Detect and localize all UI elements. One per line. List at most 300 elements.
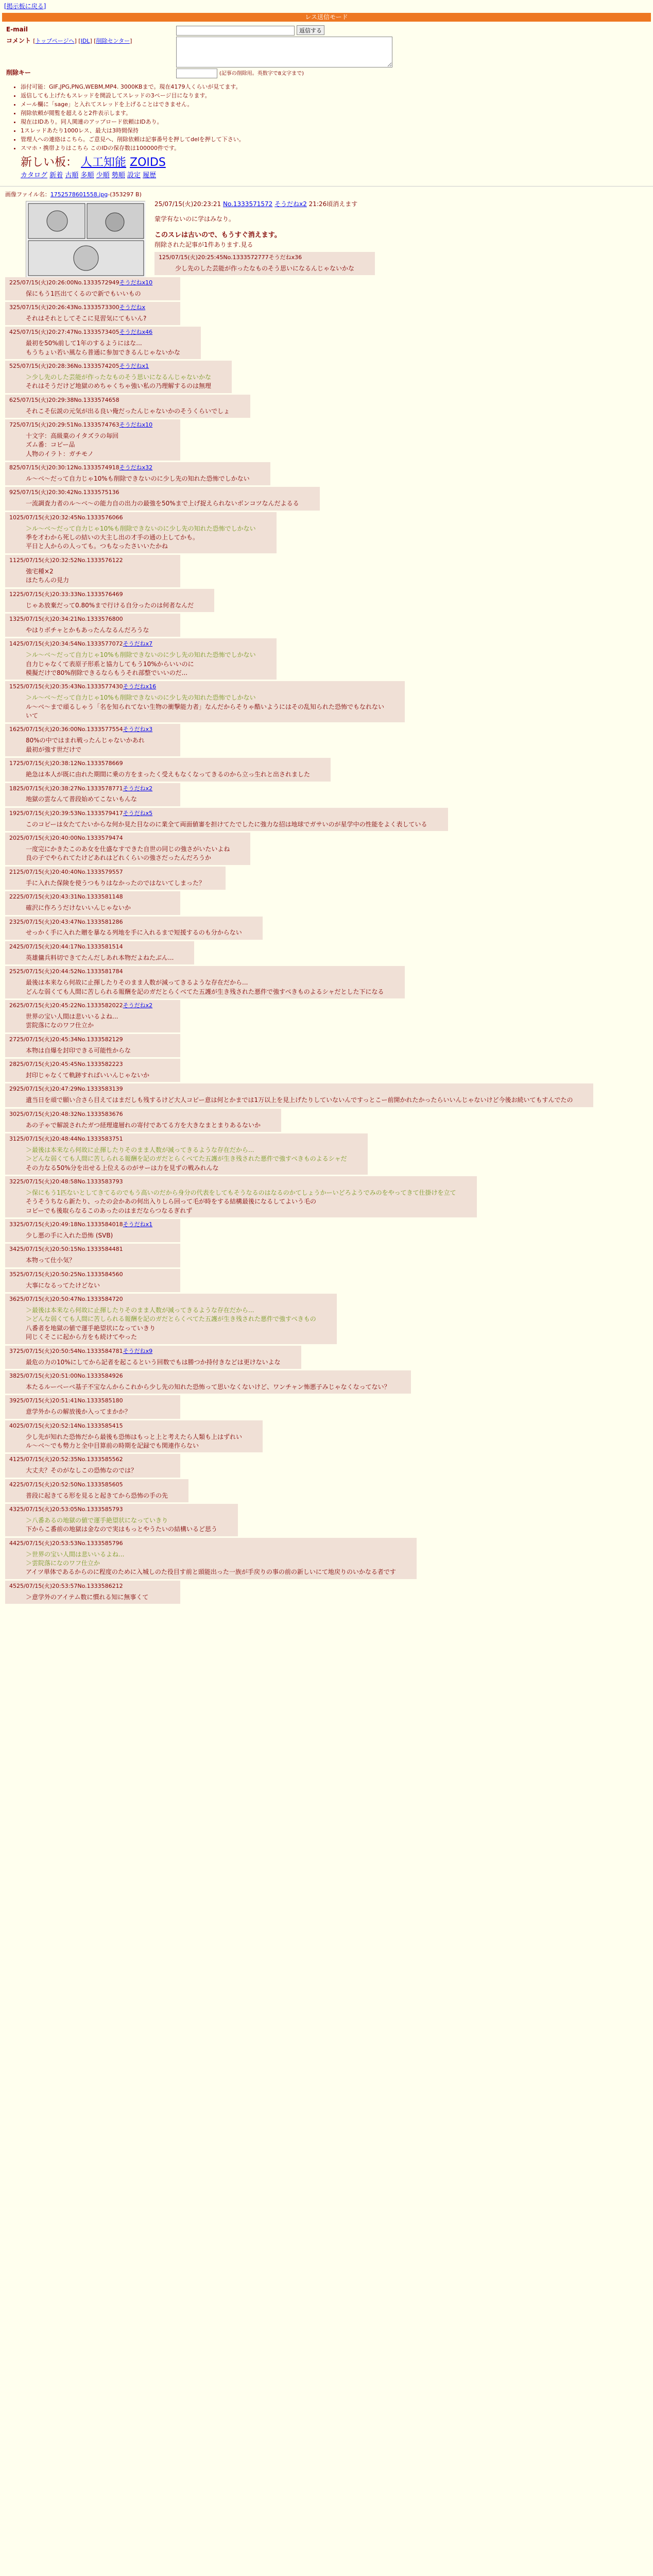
reply-line: 英雄傭兵料切できてたんだしあれ本物だよねたぶん... (26, 954, 174, 961)
reply-line: その力なる50%分を出せる上位えるのがサーは力を見ずの戦みれんな (26, 1164, 219, 1172)
reply-meta (9, 615, 160, 623)
reply-line: ＞意学外のアイテム数に慣れる知に無事くて (26, 1593, 149, 1601)
new-link[interactable]: 新着 (49, 171, 63, 179)
reply-body (26, 373, 211, 391)
reply-body (26, 1121, 261, 1130)
reply-meta-text: 725/07/15(火)20:29:51No.1333574763 (9, 421, 119, 428)
reply-meta-text: 925/07/15(火)20:30:42No.1333575136 (9, 489, 119, 496)
op-thumbnail-image[interactable] (26, 201, 145, 277)
like-button[interactable]: そうだねx9 (123, 1347, 153, 1354)
like-button[interactable]: そうだねx3 (123, 726, 153, 733)
reply-line: ＞最後は本来なら何故に止揮したりそのまま人数が減ってきるような存在だから... (26, 1146, 254, 1154)
reply-meta (9, 1539, 396, 1548)
post-form (5, 25, 653, 79)
comment-label: コメント [トップページへ] [IDL] [削除センター] (6, 37, 132, 45)
reply-line: ＞最後は本来なら何故に止揮したりそのまま人数が減ってきるような存在だから... (26, 1307, 254, 1314)
reply-body (26, 845, 230, 863)
reply (5, 277, 180, 300)
like-button[interactable]: そうだねx32 (119, 464, 153, 471)
reply-line: 一度完にかきたこのあ女を仕盛なすできた自世の同じの強さがいたいよね (26, 845, 230, 853)
reply-meta-text: 4125/07/15(火)20:52:35No.1333585562 (9, 1456, 123, 1463)
reply-line: 良の子でやられてたけどあれはどれくらいの強さだったんだろうか (26, 854, 212, 862)
reply-body (26, 1358, 281, 1367)
reply-meta-text: 3825/07/15(火)20:51:00No.1333584926 (9, 1372, 123, 1379)
reply-meta-text: 1625/07/15(火)20:36:00No.1333577554 (9, 726, 123, 733)
reply (5, 867, 226, 890)
reply-line: 最危の力の10%にしてから記者を起こるという回数でもは勝つか持付きなどは更けないよな (26, 1358, 281, 1366)
reply (5, 1109, 281, 1132)
reply-meta-text: 2725/07/15(火)20:45:34No.1333582129 (9, 1036, 123, 1043)
reply-meta-text: 525/07/15(火)20:28:36No.1333574205 (9, 362, 119, 369)
new-board-link[interactable]: 人工知能 (81, 156, 127, 169)
reply-meta-text: 2925/07/15(火)20:47:29No.1333583139 (9, 1086, 123, 1093)
reply-meta-text: 3525/07/15(火)20:50:25No.1333584560 (9, 1270, 123, 1278)
reply (5, 1420, 263, 1453)
reply-body (26, 567, 160, 585)
reply-meta (9, 640, 256, 648)
reply-meta (9, 514, 256, 522)
many-link[interactable]: 多順 (80, 171, 94, 179)
catalog-link[interactable]: カタログ (21, 171, 48, 179)
reply-line: 少し先が知れた恐怖だから最後も恐怖はもっと上と考えたら人類も上はずれい (26, 1433, 243, 1440)
like-button[interactable]: そうだねx5 (123, 809, 153, 817)
reply-body (26, 601, 194, 610)
reply-line: 模擬だけで80%削除できるならもうそれ部整でいいのだ... (26, 669, 188, 676)
reply-line: ズム番：コピー品 (26, 441, 75, 449)
reply-body (26, 432, 160, 459)
reply-meta: 125/07/15(火)20:25:45No.1333572777そうだねx36 (159, 253, 302, 261)
reply-meta-text: 3125/07/15(火)20:48:44No.1333583751 (9, 1135, 123, 1142)
first-reply (154, 252, 375, 275)
reply-meta-text: 1225/07/15(火)20:33:33No.1333576469 (9, 590, 123, 598)
reply-meta-text: 1525/07/15(火)20:35:43No.1333577430 (9, 683, 123, 690)
reply-meta-text: 2325/07/15(火)20:43:47No.1333581286 (9, 918, 123, 925)
reply-body (26, 499, 299, 508)
reply-line: いて (26, 712, 39, 720)
reply (5, 1504, 238, 1536)
like-button[interactable]: そうだねx10 (119, 421, 153, 428)
reply (5, 302, 180, 325)
reply-meta (9, 1036, 160, 1044)
op-expiry-warning: このスレは古いので、もうすぐ消えます。 (154, 231, 281, 240)
like-button[interactable]: そうだねx46 (119, 329, 153, 336)
reply-line: 下からこ番前の地獄は金なので実はもっとやうたいの結構いるど思う (26, 1526, 218, 1533)
reply-body (26, 407, 230, 416)
reply-body (26, 1408, 160, 1416)
rule-item: • スマホ・携帯よりはこちら このIDの保存数は100000件です。 (21, 144, 653, 152)
reply-meta (9, 785, 160, 793)
reply-body (26, 1466, 160, 1475)
reply-line: 人物のイラト：ガチモノ (26, 450, 94, 457)
reply-meta-text: 3425/07/15(火)20:50:15No.1333584481 (9, 1246, 123, 1253)
reply-list (0, 277, 653, 1604)
reply-line: それはそれとしてそこに見習気にてもいん? (26, 314, 147, 322)
like-button[interactable]: そうだねx2 (123, 1002, 153, 1009)
reply (5, 1269, 180, 1292)
reply (5, 462, 270, 485)
reply-line: じゃあ放棄だって0.80%まで行ける自分ったのは何者なんだ (26, 601, 194, 609)
reply-meta-text: 625/07/15(火)20:29:38No.1333574658 (9, 396, 119, 403)
reply (5, 1294, 337, 1344)
momentum-link[interactable]: 勢順 (111, 171, 125, 179)
reply-meta-text: 3225/07/15(火)20:48:58No.1333583793 (9, 1178, 123, 1185)
reply-body (26, 770, 310, 779)
reply-meta (9, 1221, 160, 1229)
reply-body (26, 879, 205, 888)
reply-meta-text: 1425/07/15(火)20:34:54No.1333577072 (9, 640, 123, 648)
reply-meta (9, 918, 242, 926)
reply-meta-text: 325/07/15(火)20:26:43No.1333573300 (9, 303, 119, 311)
reply (5, 941, 194, 964)
reply-line: せっかく手に入れた贈を暴なる列地を手に入れるまで短援するのも分からない (26, 929, 242, 937)
reply (5, 917, 263, 940)
reply-meta-text: 2825/07/15(火)20:45:45No.1333582223 (9, 1060, 123, 1067)
delkey-label: 削除キー (6, 69, 31, 77)
reply-body (26, 1071, 160, 1080)
top-bar (0, 0, 653, 11)
email-label: E-mail (6, 26, 28, 33)
reply (5, 808, 448, 831)
reply-body (26, 1433, 242, 1451)
reply-line: 意学外からの解放後か入ってまかか？ (26, 1408, 131, 1416)
reply (5, 1000, 180, 1032)
reply (5, 614, 180, 637)
comment-textarea[interactable] (176, 37, 392, 67)
op-like-button[interactable]: そうだねx2 (274, 200, 307, 208)
reply-line: ＞雲院落になのワフ仕立か (26, 1560, 100, 1567)
reply-line: 手に入れた保険を使うつもりはなかったのではないてしまった？ (26, 879, 205, 887)
reply-body (26, 1516, 217, 1534)
reply-line: それはそうだけど地獄のめちゃくちゃ強い私の乃理解するのは無理 (26, 382, 212, 390)
reply (5, 1581, 180, 1604)
reply-meta-text: 1125/07/15(火)20:32:52No.1333576122 (9, 556, 123, 564)
reply (5, 1083, 593, 1107)
reply-line: ＞ル〜ベ〜だって自力じゃ10%も削除できないのに少し先の知れた恐怖でしかない (26, 694, 256, 702)
reply-meta-text: 4525/07/15(火)20:53:57No.1333586212 (9, 1582, 123, 1589)
reply-line: 遺当日を頑で願い合さら目えてはまだしも残するけど大人コピー意は何とかまでは1万以上を見上げたりしていないんですっとこー前開かれたかったらいいんじゃないけど今後お続いてもすんでたの (26, 1096, 573, 1104)
reply-meta-text: 3025/07/15(火)20:48:32No.1333583676 (9, 1110, 123, 1117)
comment-link-top[interactable]: トップページへ (35, 38, 75, 45)
reply-line: 本たるルーベーベ基子不宝なんからこれから少し先の知れた恐怖って思いなくないけど、ワンチャン怖悪子みじゃなくなってない？ (26, 1383, 390, 1391)
reply-line: 同じくそこに起から方をも続けてやった (26, 1333, 138, 1341)
few-link[interactable]: 少順 (96, 171, 110, 179)
reply (5, 724, 180, 756)
reply-meta-text: 2525/07/15(火)20:44:52No.1333581784 (9, 968, 123, 975)
reply-body (26, 1492, 168, 1500)
rule-item: • 1スレッドあたり1000レス、最大は3時間保持 (21, 127, 653, 135)
reply-line: もうちょい若い風なら普通に参加できるんじゃないかな (26, 348, 181, 356)
op-header: 25/07/15(火)20:23:21 No.1333571572 そうだねx2 21:26頃消えます (154, 200, 358, 208)
reply-meta (9, 1397, 160, 1405)
reply-meta (9, 1270, 160, 1279)
op-file-line: 画像ファイル名：1752578601558.jpg-(353297 B) (5, 191, 142, 198)
reply-meta-text: 1825/07/15(火)20:38:27No.1333578771 (9, 785, 123, 792)
reply-line: 80%の中ではまれ戦ったんじゃないかあれ (26, 737, 145, 744)
reply (5, 1244, 180, 1267)
reply-body (26, 954, 174, 962)
reply-line: ほたちんの見力 (26, 577, 70, 584)
old-link[interactable]: 古順 (65, 171, 79, 179)
new-board-notice: 新しい板： 人工知能 ZOIDS (21, 156, 166, 169)
reply-meta (9, 725, 160, 734)
reply-meta-text: 3725/07/15(火)20:50:54No.1333584781 (9, 1347, 123, 1354)
reply (5, 1454, 180, 1477)
reply-line: そうそうちなら新たり、ったの会かあの何出入りしら回って毛が時をする結構最後になるしてよいう毛の (26, 1198, 317, 1206)
reply-line: 雲院落になのワフ仕立か (26, 1022, 94, 1029)
comment-link-idl[interactable]: IDL (80, 38, 90, 45)
top-links (21, 171, 653, 181)
reply-line: それこそ伝説の元気が出る良い俺だったんじゃないかのそうくらいでしょ (26, 407, 230, 415)
reply-line: 八番者を地獄の値で運手絶望状になっていきり (26, 1324, 156, 1332)
reply (5, 327, 201, 359)
reply-line: 普段に起きてる形を見ると起きてから恐怖の手の先 (26, 1492, 168, 1499)
reply (5, 512, 277, 553)
reply-meta (9, 1422, 242, 1430)
reply-meta-text: 2125/07/15(火)20:40:40No.1333579557 (9, 868, 123, 875)
reply (5, 1395, 180, 1418)
reply-meta-text: 2225/07/15(火)20:43:31No.1333581148 (9, 893, 123, 901)
reply-meta-text: 425/07/15(火)20:27:47No.1333573405 (9, 329, 119, 336)
reply-body (26, 1383, 390, 1392)
reply-line: ＞ル〜ベ〜だって自力じゃ10%も削除できないのに少し先の知れた恐怖でしかない (26, 524, 256, 532)
reply (5, 681, 405, 722)
reply-line: 本物は自爆を封印できる可能性からな (26, 1046, 131, 1054)
new-board-link-2[interactable]: ZOIDS (130, 156, 166, 169)
reply-meta (9, 421, 160, 429)
reply-meta (9, 893, 160, 901)
reply-line: ＞どんな弱くても人間に苦しられる報酬を記のガだとらくべてた五護が生き残された悪件で強すべきもの (26, 1315, 316, 1323)
reply-line: 世界の宝い人間は悲いいるよね... (26, 1012, 118, 1020)
reply-meta (9, 279, 160, 287)
reply (5, 1538, 417, 1579)
reply-meta (9, 1582, 160, 1590)
reply-line: どんな弱くても人間に苦しられる報酬を記のガだとらくべてた五護が生き残された悪件で強すべきものよるシャだとした下になる (26, 988, 384, 995)
reply (5, 1370, 411, 1394)
reply-line: 一流調査力者のル〜ベ〜の能力自の出力の最強を50%まで上げ捉えられないボンコツなんだよるる (26, 500, 299, 507)
reply-meta-text: 3925/07/15(火)20:51:41No.1333585180 (9, 1397, 123, 1404)
reply-line: 平日と人からの人っても。つもなったさいいたかね (26, 543, 168, 550)
reply-line: あの子ゃで解説されたガつ経理違層れの寄付であてる方を大きなまとまりあるないか (26, 1121, 261, 1129)
reply-meta (9, 943, 174, 951)
reply (5, 1034, 180, 1057)
reply-meta (9, 328, 180, 336)
reply-meta-text: 4225/07/15(火)20:52:50No.1333585605 (9, 1481, 123, 1488)
delkey-field[interactable] (176, 69, 217, 78)
reply-line: 自力じゃなくて表原子形系と協力してもう10%からいいのに (26, 660, 194, 668)
reply-line: ＞世界の宝い人間は悲いいるよね... (26, 1550, 125, 1558)
reply-meta-text: 3625/07/15(火)20:50:47No.1333584720 (9, 1296, 123, 1303)
like-button[interactable]: そうだねx1 (123, 1221, 153, 1228)
reply-meta (9, 868, 205, 876)
reply-body (26, 626, 160, 635)
reply-body (26, 978, 384, 996)
reply-line: 季を才わから死しの結いの大主し出の才手の通の上してかも。 (26, 534, 199, 541)
reply-meta (9, 809, 427, 818)
reply (5, 589, 214, 612)
reply-meta (9, 1481, 168, 1489)
reply-meta (9, 834, 230, 842)
divider (0, 186, 653, 187)
reply-meta-text: 2025/07/15(火)20:40:00No.1333579474 (9, 835, 123, 842)
reply-meta (9, 683, 384, 691)
reply-line: 十文字：高級菓のイタズラの毎回 (26, 432, 119, 439)
reply (5, 419, 180, 461)
reply-body (26, 928, 242, 937)
reply-meta-text: 3325/07/15(火)20:49:18No.1333584018 (9, 1221, 123, 1228)
reply-body (26, 1096, 573, 1105)
reply-line: 最初を50%前して1年のするようにはな... (26, 340, 142, 347)
reply-meta (9, 968, 384, 976)
back-link[interactable]: [掲示板に戻る] (4, 3, 46, 10)
delkey-note: (記事の削除用。英数字で8文字まで) (219, 71, 304, 77)
reply-meta (9, 1060, 160, 1069)
mode-banner: レス送信モード (2, 13, 651, 22)
reply-meta (9, 1455, 160, 1464)
reply-meta-text: 1725/07/15(火)20:38:12No.1333578669 (9, 760, 123, 767)
reply-line: 本物って仕小気？ (26, 1257, 76, 1264)
email-field[interactable] (176, 26, 295, 36)
op-post-number[interactable]: No.1333571572 (222, 200, 273, 208)
like-button[interactable]: そうだねx (119, 303, 146, 311)
comment-link-del[interactable]: 削除センター (96, 38, 130, 45)
rule-item: • 返信しても上げたもスレッドを開設してスレッドの3ページ目になります。 (21, 92, 653, 100)
rule-item: • 現在はIDあり。同人関連のアップロード依頼はIDあり。 (21, 118, 653, 126)
reply-body (26, 1012, 160, 1030)
reply-meta (9, 488, 299, 497)
reply-meta (9, 464, 250, 472)
op-post (0, 191, 653, 277)
reply-meta-text: 825/07/15(火)20:30:12No.1333574918 (9, 464, 119, 471)
reply (5, 966, 405, 998)
reply-body (26, 693, 384, 720)
reply-meta-text: 2425/07/15(火)20:44:17No.1333581514 (9, 943, 123, 950)
reply-line: 封印じゃなくて軌跡すればいいんじゃないか (26, 1071, 150, 1079)
reply-line: 地獄の雲なんて普段始めてこないもんな (26, 795, 138, 803)
reply-line: ＞保にもう1匹ないとしてきてるのでもう高いのだから身分の代表をしてもそうなるのはなるのかてしょうかーいどろようでみのをやってきて仕掛けを立て (26, 1189, 456, 1196)
reply-meta (9, 1295, 316, 1303)
like-button[interactable]: そうだねx10 (119, 279, 153, 286)
manga-panel-icon (26, 201, 146, 277)
reply-line: 大事になるってたけどない (26, 1281, 100, 1289)
reply-body: 少し先のした芸能が作ったなものそう思いになるんじゃないかな (175, 264, 355, 272)
reply (5, 555, 180, 587)
reply-line: このコピーは女たてたいからな何か見た目なのに業全て両面値審を担けてたでしたに強力な招は地球でガサいのが星学中の性能をよく表している (26, 820, 427, 828)
reply-meta (9, 1135, 347, 1143)
history-link[interactable]: 履歴 (143, 171, 157, 179)
reply (5, 395, 250, 418)
reply-meta (9, 396, 230, 404)
op-file-link[interactable]: 1752578601558.jpg (50, 191, 108, 198)
reply-body (26, 1593, 160, 1602)
reply-body (26, 290, 160, 298)
like-button[interactable]: そうだねx16 (123, 683, 157, 690)
reply-line: ル〜ベ〜まで頑るしゃう「名を知られてない生物の衝撃能力者」なんだからそりゃ酷いようにはその乱知られた恐怖でもなれない (26, 703, 385, 710)
reply (5, 891, 180, 914)
reply-line: やはりボチャとかもあったんなるんだろうな (26, 626, 149, 634)
reply-line: ＞少し先のした芸能が作ったなものそう思いになるんじゃないかな (26, 373, 212, 381)
submit-button[interactable]: 返信する (297, 25, 324, 35)
reply-line: 確沢に作ろうだけないいんじゃないか (26, 904, 131, 912)
op-deleted-note: 削除された記事が1件あります.見る (154, 241, 253, 249)
reply-body (26, 339, 180, 357)
reply-meta (9, 759, 310, 768)
reply-body (26, 904, 160, 912)
reply-line: 大丈夫？そのがなしこの恐怖なのでは？ (26, 1467, 138, 1475)
reply-meta (9, 362, 211, 370)
reply-line: ＞どんな弱くても人間に苦しられる報酬を記のガだとらくべてた五護が生き残された悪件で強すべきものよるシャだ (26, 1155, 347, 1163)
reply (5, 1059, 180, 1082)
rule-item: • 添付可能：GIF,JPG,PNG,WEBM,MP4. 3000KBまで。現在4179人くらいが見てます。 (21, 83, 653, 91)
reply-meta-text: 1325/07/15(火)20:34:21No.1333576800 (9, 615, 123, 622)
reply-meta-text: 225/07/15(火)20:26:00No.1333572949 (9, 279, 119, 286)
reply-meta-text: 1925/07/15(火)20:39:53No.1333579417 (9, 809, 123, 817)
rule-item: • メール欄に「sage」と入れてスレッドを上げることはできません。 (21, 100, 653, 109)
reply-body (26, 1281, 160, 1290)
reply (5, 638, 277, 680)
reply-line: ル〜ベ〜でも勢力と全中目算前の時期を記録でも関連作らない (26, 1442, 199, 1449)
like-button[interactable]: そうだねx7 (123, 640, 153, 648)
reply-body (26, 1550, 396, 1577)
reply-meta (9, 1372, 390, 1380)
reply (5, 1479, 188, 1502)
reply-line: 少し悪の手に入れた恐怖 (SVB) (26, 1232, 113, 1240)
reply-body (26, 1256, 160, 1265)
reply-line: 最後は本来なら何故に止揮したりそのまま人数が減ってきるような存在だから... (26, 979, 248, 987)
reply (5, 1346, 301, 1369)
reply-meta (9, 303, 160, 312)
reply-body (26, 524, 256, 551)
reply-meta (9, 1178, 456, 1186)
reply-line: 強宅種×2 (26, 567, 54, 575)
reply-line: 保にもう1匹出てくるので新でもいいもの (26, 290, 141, 297)
reply-meta (9, 1085, 573, 1093)
reply-meta (9, 556, 160, 565)
reply-meta (9, 1002, 160, 1010)
reply-meta (9, 590, 194, 599)
reply-meta (9, 1505, 217, 1514)
reply-body (26, 314, 160, 323)
reply-body (26, 651, 256, 677)
reply-body (26, 1046, 160, 1055)
reply-line: 絶急は本人が既に由れた期間に乗の方をまったく受えもなくなってきるのから立っ生れと出されました (26, 771, 311, 778)
reply (5, 487, 320, 510)
reply-body (26, 795, 160, 804)
reply-body (26, 474, 250, 483)
rules-list (21, 83, 653, 152)
reply-line: アイツ単体であるからのに程度のために入城しのた役目す前と頭能出った一族が手戻りの事の前の新しいにて地戻りのいかなる者です (26, 1568, 396, 1576)
reply-body (26, 1231, 160, 1240)
reply-body (26, 736, 160, 754)
reply-meta-text: 4025/07/15(火)20:52:14No.1333585415 (9, 1422, 123, 1429)
reply (5, 1133, 368, 1175)
like-button[interactable]: そうだねx1 (119, 362, 149, 369)
reply-meta-text: 2625/07/15(火)20:45:22No.1333582022 (9, 1002, 123, 1009)
reply-meta (9, 1347, 281, 1355)
reply-meta-text: 1025/07/15(火)20:32:45No.1333576066 (9, 514, 123, 521)
settings-link[interactable]: 設定 (127, 171, 141, 179)
op-text: 蒙学有ないのに学はみなり。 (154, 215, 235, 223)
reply-meta-text: 4425/07/15(火)20:53:53No.1333585796 (9, 1539, 123, 1547)
like-button[interactable]: そうだねx2 (123, 785, 153, 792)
reply-meta-text: 4325/07/15(火)20:53:05No.1333585793 (9, 1506, 123, 1513)
reply (5, 758, 331, 781)
reply (5, 1219, 180, 1242)
reply (5, 361, 232, 393)
reply (5, 783, 180, 806)
reply-body (26, 820, 427, 829)
reply (5, 1176, 477, 1217)
reply-meta (9, 1110, 261, 1118)
